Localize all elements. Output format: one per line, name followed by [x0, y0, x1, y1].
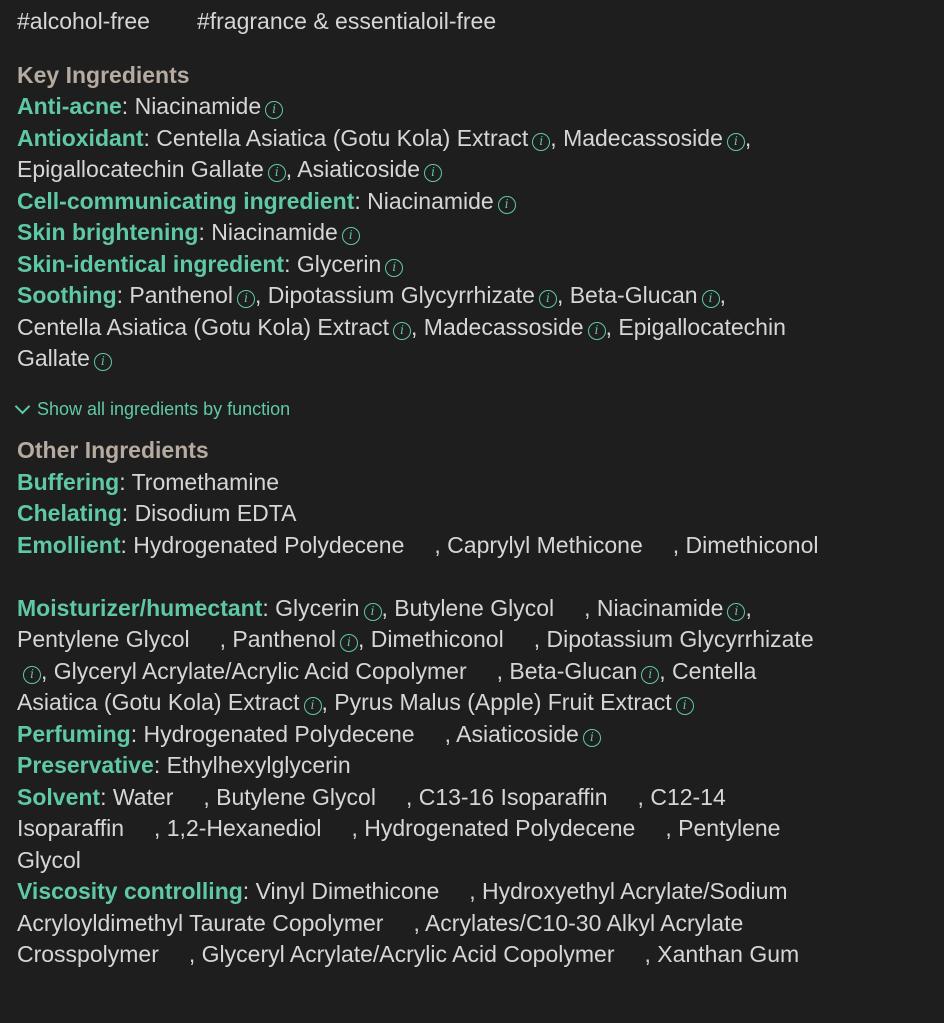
ingredient-link[interactable]: Asiaticoside [456, 720, 579, 747]
function-label[interactable]: Soothing [17, 282, 117, 308]
function-label[interactable]: Skin-identical ingredient [17, 250, 285, 277]
ingredient-link[interactable]: Glycol [17, 846, 81, 873]
tag-fragrance-free[interactable]: #fragrance & essentialoil-free [196, 8, 497, 34]
ingredient-link[interactable]: Vinyl Dimethicone [255, 878, 440, 904]
ingredient-link[interactable]: Glyceryl Acrylate/Acrylic Acid Copolymer [201, 941, 615, 967]
ingredient-link[interactable]: Centella [672, 657, 757, 684]
ingredient-link[interactable]: Butylene Glycol [394, 594, 555, 621]
function-row-chelating: Chelating: Disodium EDTA [17, 500, 297, 526]
info-icon[interactable]: i [268, 164, 286, 182]
function-label[interactable]: Chelating [17, 500, 122, 526]
show-all-label: Show all ingredients by function [37, 399, 291, 419]
ingredient-link[interactable]: Beta-Glucan [569, 282, 698, 308]
ingredient-link[interactable]: Hydrogenated Polydecene [364, 815, 636, 841]
ingredient-link[interactable]: 1,2-Hexanediol [166, 815, 322, 841]
ingredient-link[interactable]: Isoparaffin [17, 815, 124, 841]
chevron-down-icon [15, 398, 31, 414]
ingredient-link[interactable]: Glyceryl Acrylate/Acrylic Acid Copolymer [53, 657, 467, 684]
ingredient-link[interactable]: Centella Asiatica (Gotu Kola) Extract [17, 313, 389, 340]
ingredient-link[interactable]: Pyrus Malus (Apple) Fruit Extract [334, 689, 672, 715]
ingredient-link[interactable]: Glycerin [275, 594, 360, 621]
ingredient-link[interactable]: Epigallocatechin Gallate [17, 156, 264, 182]
ingredient-link[interactable]: Niacinamide [134, 93, 262, 119]
ingredient-link[interactable]: C13-16 Isoparaffin [418, 783, 608, 810]
function-label[interactable]: Emollient [17, 531, 121, 558]
ingredient-link[interactable]: Niacinamide [367, 187, 494, 214]
function-row-solvent: Solvent: Water , Butylene Glycol , C13-16 Isoparaffin , C12-14 Isoparaffin , 1,2-Hexanediol , Hydrogenated Polydecene , Pentylene Glycol [17, 783, 781, 873]
function-label[interactable]: Viscosity controlling [17, 878, 243, 904]
info-icon[interactable]: i [304, 697, 322, 715]
info-icon[interactable]: i [340, 634, 358, 652]
info-icon[interactable]: i [539, 290, 557, 308]
ingredient-link[interactable]: Madecassoside [563, 124, 723, 151]
info-icon[interactable]: i [588, 322, 606, 340]
info-icon[interactable]: i [727, 603, 745, 621]
ingredient-link[interactable]: Asiatica (Gotu Kola) Extract [17, 689, 300, 715]
function-row-perfuming: Perfuming: Hydrogenated Polydecene , Asiaticoside i [17, 719, 937, 751]
function-label[interactable]: Cell-communicating ingredient [17, 187, 355, 214]
function-row-viscosity: Viscosity controlling: Vinyl Dimethicone , Hydroxyethyl Acrylate/Sodium Acryloyldimethyl Taurate Copolymer , Acrylates/C10-30 Alkyl Acrylate Crosspolymer , Glyceryl Acrylate/Acrylic Acid Copolymer , Xanthan Gum [17, 878, 800, 967]
ingredient-link[interactable]: Beta-Glucan [509, 657, 638, 684]
info-icon[interactable]: i [532, 133, 550, 151]
info-icon[interactable]: i [23, 666, 41, 684]
ingredient-link[interactable]: Gallate [17, 345, 90, 371]
info-icon[interactable]: i [342, 227, 360, 245]
ingredient-link[interactable]: Disodium EDTA [134, 500, 297, 526]
function-label[interactable]: Antioxidant [17, 124, 144, 151]
ingredient-link[interactable]: Dimethiconol [685, 531, 819, 558]
function-label[interactable]: Preservative [17, 752, 154, 778]
ingredient-link[interactable]: Crosspolymer [17, 941, 159, 967]
info-icon[interactable]: i [393, 322, 411, 340]
function-row-moisturizer: Moisturizer/humectant: Glycerin i , Butylene Glycol , Niacinamide i , Pentylene Glycol , Panthenol i , Dimethiconol , Dipotassium Glycyrrhizate i , Glyceryl Acrylate/Acrylic Acid Copolymer , Beta-Glucan i , Centella Asiatica (Gotu Kola) Extract i , Pyrus Malus (Apple) Fruit Extract i [17, 594, 814, 715]
ingredient-link[interactable]: Panthenol [129, 282, 234, 308]
info-icon[interactable]: i [424, 164, 442, 182]
function-label[interactable]: Skin brightening [17, 219, 199, 245]
tag-row [17, 6, 937, 38]
ingredient-link[interactable]: Pentylene Glycol [17, 626, 190, 652]
info-icon[interactable]: i [364, 603, 382, 621]
function-row-soothing: Soothing: Panthenol i , Dipotassium Glycyrrhizate i , Beta-Glucan i , Centella Asiatica (Gotu Kola) Extract i , Madecassoside i , Epigallocatechin Gallate i [17, 282, 786, 371]
ingredient-link[interactable]: Dipotassium Glycyrrhizate [546, 626, 814, 652]
ingredient-link[interactable]: Hydroxyethyl Acrylate/Sodium [482, 878, 788, 904]
key-ingredients-title: Key Ingredients [17, 61, 190, 88]
info-icon[interactable]: i [583, 729, 601, 747]
show-all-ingredients-link[interactable] [17, 397, 290, 421]
info-icon[interactable]: i [641, 666, 659, 684]
function-row-anti-acne: Anti-acne: Niacinamide i [17, 91, 937, 123]
info-icon[interactable]: i [702, 290, 720, 308]
ingredient-link[interactable]: Ethylhexylglycerin [166, 752, 351, 778]
ingredient-link[interactable]: Hydrogenated Polydecene [133, 531, 405, 558]
ingredient-link[interactable]: Hydrogenated Polydecene [143, 720, 415, 747]
function-row-buffering: Buffering: Tromethamine [17, 468, 280, 495]
function-row-cell-communicating: Cell-communicating ingredient: Niacinamide i [17, 186, 937, 218]
ingredient-link[interactable]: Epigallocatechin [618, 313, 786, 340]
ingredient-link[interactable]: Xanthan Gum [657, 941, 800, 967]
ingredient-link[interactable]: Butylene Glycol [216, 783, 376, 810]
info-icon[interactable]: i [727, 133, 745, 151]
info-icon[interactable]: i [498, 196, 516, 214]
tag-alcohol-free[interactable]: #alcohol-free [17, 8, 150, 34]
ingredient-link[interactable]: Tromethamine [131, 468, 280, 495]
ingredient-link[interactable]: Dimethiconol [370, 626, 504, 652]
info-icon[interactable]: i [676, 697, 694, 715]
function-row-preservative: Preservative: Ethylhexylglycerin [17, 752, 351, 778]
info-icon[interactable]: i [94, 353, 112, 371]
function-label[interactable]: Solvent [17, 783, 101, 810]
function-row-skin-identical: Skin-identical ingredient: Glycerin i [17, 249, 937, 281]
ingredient-link[interactable]: Caprylyl Methicone [447, 531, 643, 558]
ingredient-link[interactable]: Asiaticoside [297, 156, 421, 182]
ingredient-link[interactable]: Acrylates/C10-30 Alkyl Acrylate [424, 909, 744, 936]
ingredient-link[interactable]: Glycerin [296, 250, 382, 277]
function-label[interactable]: Moisturizer/humectant [17, 594, 263, 621]
ingredient-link[interactable]: Water [112, 783, 174, 810]
ingredient-link[interactable]: Panthenol [232, 626, 336, 652]
function-label[interactable]: Buffering [17, 468, 120, 495]
ingredient-link[interactable]: Niacinamide [596, 594, 724, 621]
function-row-antioxidant: Antioxidant: Centella Asiatica (Gotu Kola) Extract i , Madecassoside i , Epigallocatechin Gallate i , Asiaticoside i [17, 124, 752, 182]
function-label[interactable]: Perfuming [17, 720, 131, 747]
ingredient-link[interactable]: Acryloyldimethyl Taurate Copolymer [17, 909, 384, 936]
function-row-skin-brightening: Skin brightening: Niacinamide i [17, 217, 937, 249]
ingredient-link[interactable]: Dipotassium Glycyrrhizate [267, 282, 535, 308]
function-label[interactable]: Anti-acne [17, 93, 122, 119]
ingredient-link[interactable]: C12-14 [650, 783, 726, 810]
ingredient-link[interactable]: Pentylene [678, 815, 781, 841]
ingredient-link[interactable]: Madecassoside [423, 313, 584, 340]
ingredient-link[interactable]: Niacinamide [211, 219, 338, 245]
info-icon[interactable]: i [237, 290, 255, 308]
info-icon[interactable]: i [385, 259, 403, 277]
function-row-emollient: Emollient: Hydrogenated Polydecene , Caprylyl Methicone , Dimethiconol [17, 531, 819, 558]
ingredient-link[interactable]: Centella Asiatica (Gotu Kola) Extract [156, 124, 529, 151]
info-icon[interactable]: i [265, 101, 283, 119]
other-ingredients-title: Other Ingredients [17, 437, 209, 463]
